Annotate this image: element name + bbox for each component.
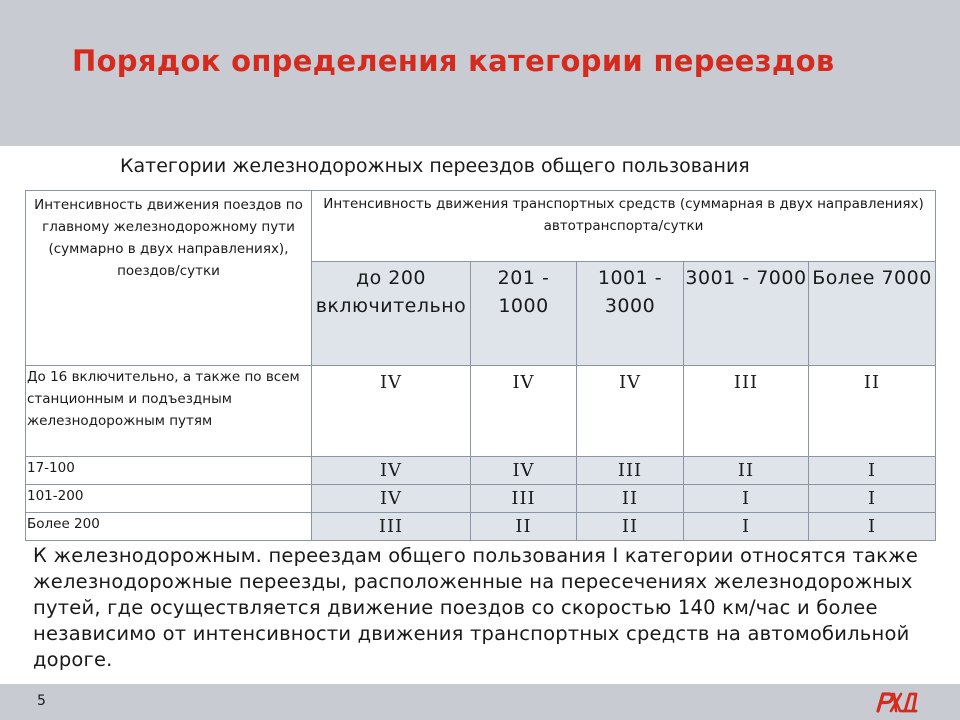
row-label: 101-200 — [26, 485, 312, 513]
category-cell: III — [577, 457, 684, 485]
note-paragraph: К железнодорожным. переездам общего пользования I категории относятся также железнодорожные переезды, расположенные на пересечениях железнодорожных путей, где осуществляется движение поездов со скоростью 140 км/час и более независимо от интенсивности движения транспортных средств на автомобильной дороге. — [33, 544, 919, 671]
category-cell: I — [809, 457, 936, 485]
table-row — [26, 366, 936, 457]
category-cell: IV — [312, 485, 471, 513]
page-number: 5 — [37, 693, 46, 709]
column-header: 3001 - 7000 — [684, 262, 809, 366]
slide-title: Порядок определения категории переездов — [72, 44, 835, 78]
category-cell: II — [577, 485, 684, 513]
category-cell: I — [684, 485, 809, 513]
category-cell: IV — [312, 366, 471, 457]
category-cell: II — [684, 457, 809, 485]
category-cell: II — [577, 513, 684, 541]
category-cell: IV — [471, 366, 577, 457]
category-cell: III — [312, 513, 471, 541]
column-header: 201 - 1000 — [471, 262, 577, 366]
table-row — [26, 457, 936, 485]
rzd-logo-icon — [872, 689, 922, 715]
column-header: 1001 - 3000 — [577, 262, 684, 366]
category-cell: IV — [577, 366, 684, 457]
row-label: Более 200 — [26, 513, 312, 541]
footer-band — [0, 684, 960, 720]
category-cell: III — [471, 485, 577, 513]
category-cell: IV — [312, 457, 471, 485]
category-cell: II — [809, 366, 936, 457]
header-divider — [0, 146, 960, 149]
category-cell: I — [684, 513, 809, 541]
column-header: до 200 включительно — [312, 262, 471, 366]
category-cell: I — [809, 485, 936, 513]
category-cell: IV — [471, 457, 577, 485]
column-header: Более 7000 — [809, 262, 936, 366]
category-table — [25, 190, 936, 541]
table-row — [26, 485, 936, 513]
row-label: 17-100 — [26, 457, 312, 485]
left-header-cell: Интенсивность движения поездов по главному железнодорожному пути (суммарно в двух направлениях), поездов/сутки — [26, 191, 312, 366]
row-label: До 16 включительно, а также по всем станционным и подъездным железнодорожным путям — [26, 366, 312, 457]
category-cell: I — [809, 513, 936, 541]
top-header-cell: Интенсивность движения транспортных средств (суммарная в двух направлениях) автотранспорта/сутки — [312, 191, 936, 262]
category-cell: II — [471, 513, 577, 541]
table-row — [26, 513, 936, 541]
category-cell: III — [684, 366, 809, 457]
table-caption: Категории железнодорожных переездов общего пользования — [120, 155, 750, 177]
